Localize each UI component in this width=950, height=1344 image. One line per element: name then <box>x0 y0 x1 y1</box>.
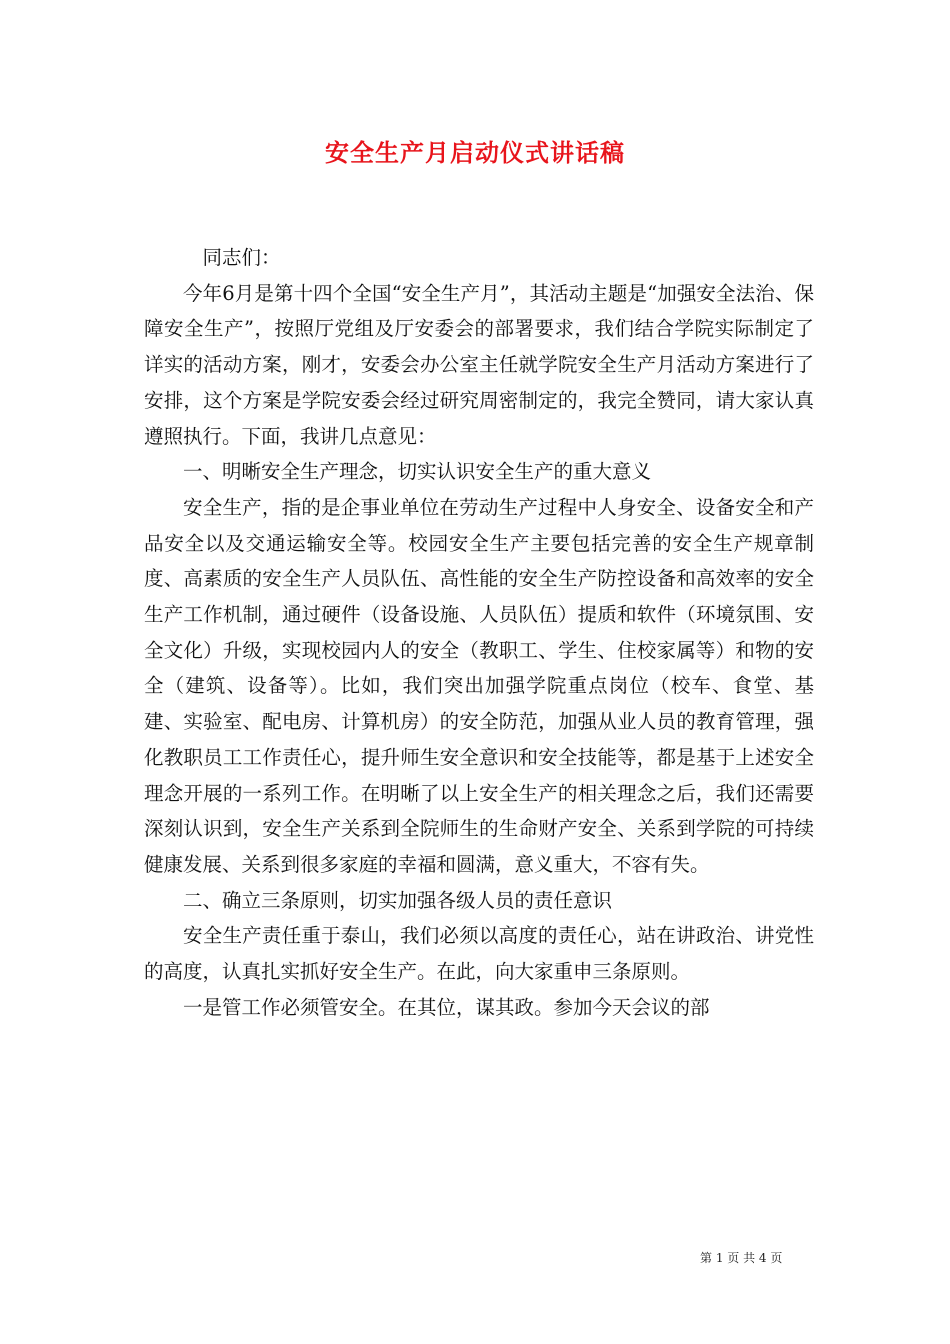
page-number: 第 1 页 共 4 页 <box>700 1251 783 1265</box>
paragraph-intro: 今年6月是第十四个全国“安全生产月”，其活动主题是“加强安全法治、保障安全生产”，按照厅党组及厅安委会的部署要求，我们结合学院实际制定了详实的活动方案，刚才，安委会办公室主任就学院安全生产月活动方案进行了安排，这个方案是学院安委会经过研究周密制定的，我完全赞同，请大家认真遵照执行。下面，我讲几点意见： <box>144 281 814 448</box>
section-heading-1: 一、明晰安全生产理念，切实认识安全生产的重大意义 <box>183 460 652 484</box>
document-body <box>144 240 814 1025</box>
page-title: 安全生产月启动仪式讲话稿 <box>325 138 625 167</box>
paragraph-responsibility: 安全生产责任重于泰山，我们必须以高度的责任心，站在讲政治、讲党性的高度，认真扎实抓好安全生产。在此，向大家重申三条原则。 <box>144 924 814 984</box>
section-heading-2: 二、确立三条原则，切实加强各级人员的责任意识 <box>183 888 613 912</box>
paragraph-principle-one: 一是管工作必须管安全。在其位，谋其政。参加今天会议的部 <box>183 995 710 1019</box>
paragraph-safety-concept: 安全生产，指的是企事业单位在劳动生产过程中人身安全、设备安全和产品安全以及交通运输安全等。校园安全生产主要包括完善的安全生产规章制度、高素质的安全生产人员队伍、高性能的安全生产防控设备和高效率的安全生产工作机制，通过硬件（设备设施、人员队伍）提质和软件（环境氛围、安全文化）升级，实现校园内人的安全（教职工、学生、住校家属等）和物的安全（建筑、设备等）。比如，我们突出加强学院重点岗位（校车、食堂、基建、实验室、配电房、计算机房）的安全防范，加强从业人员的教育管理，强化教职员工工作责任心，提升师生安全意识和安全技能等，都是基于上述安全理念开展的一系列工作。在明晰了以上安全生产的相关理念之后，我们还需要深刻认识到，安全生产关系到全院师生的生命财产安全、关系到学院的可持续健康发展、关系到很多家庭的幸福和圆满，意义重大，不容有失。 <box>144 495 814 876</box>
salutation: 同志们： <box>202 246 281 269</box>
